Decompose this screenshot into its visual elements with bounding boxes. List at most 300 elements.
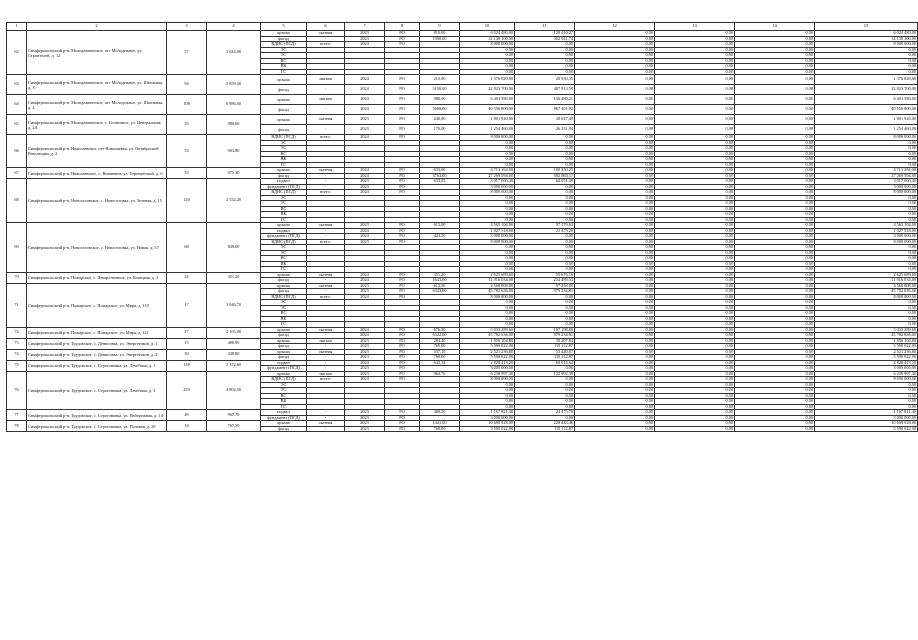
- value-cell: 0,00: [515, 294, 575, 300]
- value-cell: -: [307, 426, 345, 432]
- area-cell: 438,80: [207, 349, 261, 360]
- value-cell: 0,00: [515, 267, 575, 273]
- value-cell: 3 000 000,00: [815, 366, 918, 372]
- value-cell: 0,00: [575, 135, 655, 141]
- value-cell: 0,00: [735, 410, 815, 416]
- value-cell: 0,00: [515, 322, 575, 328]
- value-cell: 0,00: [575, 294, 655, 300]
- value-cell: 0,00: [735, 305, 815, 311]
- column-number-header: 11: [515, 23, 575, 31]
- value-cell: 0,00: [735, 245, 815, 251]
- value-cell: 0,00: [735, 388, 815, 394]
- value-cell: 0,00: [655, 151, 735, 157]
- work-type-cell: ТС: [261, 250, 307, 256]
- value-cell: 5 590 022,00: [815, 344, 918, 350]
- value-cell: 4 565 104,00: [815, 223, 918, 229]
- value-cell: 0,00: [735, 195, 815, 201]
- value-cell: 0,00: [655, 179, 735, 185]
- value-cell: 0,00: [655, 278, 735, 284]
- value-cell: 2023: [345, 223, 385, 229]
- work-type-cell: фасад: [261, 289, 307, 295]
- value-cell: 5 590 022,00: [815, 426, 918, 432]
- address-cell: Симферопольский р-н, Трудовское, с. Строгоновка, ул. Набережная, д. 1А: [27, 410, 167, 421]
- value-cell: 0,00: [815, 58, 918, 64]
- work-type-cell: ТС: [261, 146, 307, 152]
- value-cell: РО: [385, 272, 420, 278]
- value-cell: 0,00: [735, 404, 815, 410]
- value-cell: -: [307, 355, 345, 361]
- work-type-cell: фундамент (ПСД): [261, 415, 307, 421]
- value-cell: 3 000 000,00: [815, 184, 918, 190]
- value-cell: 0,00: [575, 261, 655, 267]
- value-cell: 3 017 060,40: [460, 179, 515, 185]
- value-cell: 0,00: [575, 105, 655, 115]
- value-cell: 38 047,49: [515, 115, 575, 125]
- residents-cell: 49: [167, 410, 207, 421]
- value-cell: 3 000 000,00: [460, 184, 515, 190]
- work-type-cell: фасад: [261, 105, 307, 115]
- value-cell: 0,00: [460, 245, 515, 251]
- work-type-cell: фасад: [261, 278, 307, 284]
- value-cell: 0,00: [460, 201, 515, 207]
- value-cell: 2023: [345, 410, 385, 416]
- value-cell: 0,00: [575, 162, 655, 168]
- value-cell: 0,00: [515, 42, 575, 48]
- value-cell: 0,00: [575, 53, 655, 59]
- value-cell: 0,00: [460, 404, 515, 410]
- row-number-cell: 71: [7, 283, 27, 327]
- value-cell: 0,00: [655, 58, 735, 64]
- value-cell: 228 443,46: [515, 421, 575, 427]
- value-cell: 0,00: [515, 69, 575, 75]
- value-cell: 0,00: [575, 305, 655, 311]
- area-cell: 849,00: [207, 223, 261, 273]
- table-row: [7, 75, 918, 85]
- value-cell: 0,00: [815, 162, 918, 168]
- value-cell: 2023: [345, 371, 385, 377]
- value-cell: 0,00: [575, 388, 655, 394]
- value-cell: РО: [385, 184, 420, 190]
- value-cell: 2024: [345, 105, 385, 115]
- column-number-header: 4: [207, 23, 261, 31]
- value-cell: 0,00: [815, 146, 918, 152]
- value-cell: 240,00: [420, 115, 460, 125]
- value-cell: 0,00: [515, 212, 575, 218]
- row-number-cell: 74: [7, 349, 27, 360]
- value-cell: 0,00: [575, 283, 655, 289]
- value-cell: РО: [385, 179, 420, 185]
- value-cell: 0,00: [815, 250, 918, 256]
- work-type-cell: фасад: [261, 85, 307, 95]
- value-cell: 0,00: [515, 415, 575, 421]
- value-cell: 0,00: [735, 135, 815, 141]
- work-type-cell: ГС: [261, 162, 307, 168]
- value-cell: 0,00: [735, 234, 815, 240]
- value-cell: 0,00: [655, 190, 735, 196]
- value-cell: 0,00: [735, 58, 815, 64]
- value-cell: 0,00: [735, 115, 815, 125]
- work-type-cell: ГС: [261, 217, 307, 223]
- value-cell: 979 234,81: [515, 289, 575, 295]
- value-cell: 4 568 808,00: [460, 283, 515, 289]
- value-cell: 980,00: [420, 95, 460, 105]
- value-cell: 2 625 689,60: [460, 272, 515, 278]
- value-cell: 0,00: [735, 415, 815, 421]
- residents-cell: 17: [167, 283, 207, 327]
- value-cell: 2024: [345, 294, 385, 300]
- work-type-cell: ВК: [261, 212, 307, 218]
- area-cell: 4 802,50: [207, 371, 261, 410]
- value-cell: РО: [385, 327, 420, 333]
- value-cell: 0,00: [575, 300, 655, 306]
- value-cell: скатная: [307, 115, 345, 125]
- residents-cell: 15: [167, 338, 207, 349]
- value-cell: 0,00: [815, 69, 918, 75]
- value-cell: 0,00: [460, 69, 515, 75]
- value-cell: РО: [385, 173, 420, 179]
- value-cell: 8 000 000,00: [815, 294, 918, 300]
- value-cell: 0,00: [515, 388, 575, 394]
- area-cell: 2 532,20: [207, 179, 261, 223]
- value-cell: 0,00: [735, 239, 815, 245]
- value-cell: 0,00: [575, 64, 655, 70]
- value-cell: 0,00: [460, 58, 515, 64]
- value-cell: 0,00: [815, 305, 918, 311]
- value-cell: -: [307, 366, 345, 372]
- value-cell: 0,00: [735, 201, 815, 207]
- value-cell: 1 801 920,00: [460, 115, 515, 125]
- residents-cell: 24: [167, 272, 207, 283]
- value-cell: 0,00: [735, 157, 815, 163]
- value-cell: 0,00: [515, 151, 575, 157]
- value-cell: 0,00: [575, 168, 655, 174]
- value-cell: всего:: [307, 135, 345, 141]
- column-number-header: 12: [575, 23, 655, 31]
- value-cell: 0,00: [460, 388, 515, 394]
- value-cell: 0,00: [655, 311, 735, 317]
- value-cell: 0,00: [515, 404, 575, 410]
- value-cell: РО: [385, 135, 420, 141]
- column-number-header: 3: [167, 23, 207, 31]
- value-cell: 0,00: [515, 261, 575, 267]
- value-cell: 0,00: [460, 206, 515, 212]
- work-type-cell: ВС: [261, 256, 307, 262]
- work-type-cell: ГС: [261, 69, 307, 75]
- value-cell: 0,00: [735, 250, 815, 256]
- residents-cell: 239: [167, 371, 207, 410]
- work-type-cell: ВДИС (ПСД): [261, 135, 307, 141]
- row-number-cell: 66: [7, 135, 27, 168]
- value-cell: 0,00: [515, 201, 575, 207]
- value-cell: 0,00: [815, 393, 918, 399]
- value-cell: 0,00: [655, 201, 735, 207]
- value-cell: 0,00: [655, 322, 735, 328]
- value-cell: 40 556 800,00: [815, 105, 918, 115]
- value-cell: 0,00: [655, 421, 735, 427]
- value-cell: РО: [385, 42, 420, 48]
- value-cell: 6 024 480,00: [460, 31, 515, 37]
- value-cell: РО: [385, 85, 420, 95]
- work-type-cell: фасад: [261, 344, 307, 350]
- area-cell: 1 046,70: [207, 283, 261, 327]
- value-cell: 0,00: [655, 261, 735, 267]
- value-cell: РО: [385, 125, 420, 135]
- value-cell: 0,00: [735, 338, 815, 344]
- value-cell: 6323,00: [420, 289, 460, 295]
- value-cell: 0,00: [460, 47, 515, 53]
- value-cell: 8 000 000,00: [815, 239, 918, 245]
- value-cell: 0,00: [515, 184, 575, 190]
- work-type-cell: ТС: [261, 305, 307, 311]
- address-cell: Симферопольский р-н, Новоселовское, с. Новоселовка, ул. Зеленая, д. 15: [27, 179, 167, 223]
- value-cell: 2024: [345, 377, 385, 383]
- value-cell: мягкая: [307, 371, 345, 377]
- value-cell: 964,70: [420, 371, 460, 377]
- value-cell: 3150,00: [420, 85, 460, 95]
- value-cell: мягкая: [307, 95, 345, 105]
- value-cell: 0,00: [575, 316, 655, 322]
- value-cell: 0,00: [655, 168, 735, 174]
- value-cell: 0,00: [815, 382, 918, 388]
- value-cell: 0,00: [655, 217, 735, 223]
- value-cell: 769,00: [420, 344, 460, 350]
- value-cell: 8 000 000,00: [460, 190, 515, 196]
- column-number-header: 5: [261, 23, 307, 31]
- column-number-header: 1: [7, 23, 27, 31]
- value-cell: РО: [385, 283, 420, 289]
- value-cell: 284,40: [420, 338, 460, 344]
- value-cell: 0,00: [575, 125, 655, 135]
- area-cell: 400,90: [207, 338, 261, 349]
- value-cell: -: [307, 105, 345, 115]
- value-cell: 2024: [345, 278, 385, 284]
- work-type-cell: ВДИС (ПСД): [261, 42, 307, 48]
- value-cell: РО: [385, 239, 420, 245]
- value-cell: 2024: [345, 42, 385, 48]
- value-cell: 14 138 100,00: [815, 36, 918, 42]
- value-cell: 2023: [345, 239, 385, 245]
- value-cell: 0,00: [735, 278, 815, 284]
- value-cell: 0,00: [460, 300, 515, 306]
- value-cell: 2023: [345, 115, 385, 125]
- value-cell: 0,00: [735, 349, 815, 355]
- work-type-cell: крыша: [261, 31, 307, 37]
- value-cell: 0,00: [735, 168, 815, 174]
- value-cell: 11 916 034,00: [460, 278, 515, 284]
- value-cell: 867 401,92: [515, 105, 575, 115]
- address-cell: Симферопольский р-н, Новоселовское, с. Новоселовка, ул. Новая, д. 57: [27, 223, 167, 273]
- value-cell: 0,00: [735, 289, 815, 295]
- value-cell: 0,00: [655, 184, 735, 190]
- residents-cell: 33: [167, 168, 207, 179]
- value-cell: 0,00: [575, 289, 655, 295]
- work-type-cell: фасад: [261, 426, 307, 432]
- row-number-cell: 70: [7, 272, 27, 283]
- value-cell: 2023: [345, 184, 385, 190]
- area-cell: 975,30: [207, 168, 261, 179]
- value-cell: 0,00: [735, 393, 815, 399]
- value-cell: 0,00: [575, 267, 655, 273]
- value-cell: 0,00: [515, 366, 575, 372]
- value-cell: РО: [385, 278, 420, 284]
- value-cell: 132 992,38: [515, 371, 575, 377]
- value-cell: 2023: [345, 125, 385, 135]
- work-type-cell: ГС: [261, 404, 307, 410]
- value-cell: 4 565 104,00: [460, 223, 515, 229]
- value-cell: 0,00: [735, 300, 815, 306]
- value-cell: 2024: [345, 360, 385, 366]
- value-cell: 0,00: [460, 382, 515, 388]
- value-cell: 0,00: [515, 58, 575, 64]
- value-cell: 0,00: [735, 333, 815, 339]
- value-cell: 6 238 997,40: [460, 371, 515, 377]
- value-cell: 0,00: [575, 228, 655, 234]
- value-cell: 0,00: [655, 300, 735, 306]
- address-cell: Симферопольский р-н, Трудовское, с. Денисовка, ул. Энергетиков, д. 1: [27, 338, 167, 349]
- value-cell: РО: [385, 371, 420, 377]
- value-cell: 2024: [345, 75, 385, 85]
- value-cell: всего:: [307, 190, 345, 196]
- value-cell: 0,00: [575, 377, 655, 383]
- value-cell: 0,00: [655, 426, 735, 432]
- value-cell: 0,00: [655, 316, 735, 322]
- residents-cell: 68: [167, 223, 207, 273]
- value-cell: 97 258,89: [515, 283, 575, 289]
- value-cell: 0,00: [575, 217, 655, 223]
- value-cell: 107 198,80: [515, 327, 575, 333]
- value-cell: 613,50: [420, 283, 460, 289]
- value-cell: 633,05: [420, 179, 460, 185]
- value-cell: скатная: [307, 31, 345, 37]
- value-cell: 0,00: [735, 322, 815, 328]
- value-cell: 0,00: [460, 267, 515, 273]
- work-type-cell: ВК: [261, 399, 307, 405]
- value-cell: 0,00: [515, 234, 575, 240]
- area-cell: 980,00: [207, 115, 261, 135]
- value-cell: -: [307, 278, 345, 284]
- value-cell: 0,00: [575, 366, 655, 372]
- value-cell: 0,00: [815, 311, 918, 317]
- value-cell: 0,00: [575, 212, 655, 218]
- column-number-header: 7: [345, 23, 385, 31]
- value-cell: РО: [385, 36, 420, 42]
- value-cell: 2024: [345, 190, 385, 196]
- value-cell: 0,00: [655, 404, 735, 410]
- value-cell: 0,00: [460, 256, 515, 262]
- value-cell: 2023: [345, 338, 385, 344]
- value-cell: РО: [385, 95, 420, 105]
- value-cell: 0,00: [515, 256, 575, 262]
- row-number-cell: 64: [7, 95, 27, 115]
- value-cell: 8 000 000,00: [460, 294, 515, 300]
- value-cell: скатная: [307, 327, 345, 333]
- value-cell: 0,00: [815, 217, 918, 223]
- value-cell: 0,00: [735, 105, 815, 115]
- value-cell: 979 234,81: [515, 333, 575, 339]
- value-cell: 613,00: [420, 223, 460, 229]
- value-cell: 0,00: [575, 206, 655, 212]
- value-cell: всего:: [307, 42, 345, 48]
- value-cell: 0,00: [515, 206, 575, 212]
- value-cell: РО: [385, 355, 420, 361]
- value-cell: 0,00: [815, 195, 918, 201]
- value-cell: РО: [385, 415, 420, 421]
- value-cell: 0,00: [515, 250, 575, 256]
- value-cell: 0,00: [515, 305, 575, 311]
- value-cell: 0,00: [575, 42, 655, 48]
- residents-cell: 138: [167, 360, 207, 371]
- value-cell: 1 254 460,00: [815, 125, 918, 135]
- value-cell: 0,00: [515, 245, 575, 251]
- value-cell: 1 167 821,40: [460, 410, 515, 416]
- value-cell: 0,00: [815, 256, 918, 262]
- value-cell: 0,00: [735, 272, 815, 278]
- value-cell: 0,00: [735, 316, 815, 322]
- area-cell: 3 644,00: [207, 31, 261, 75]
- work-type-cell: подвал: [261, 179, 307, 185]
- work-type-cell: крыша: [261, 95, 307, 105]
- value-cell: 97 179,63: [515, 223, 575, 229]
- value-cell: 1 167 821,40: [815, 410, 918, 416]
- value-cell: 0,00: [575, 360, 655, 366]
- value-cell: 0,00: [655, 360, 735, 366]
- value-cell: 2024: [345, 85, 385, 95]
- address-cell: Симферопольский р-н, Пожарское, с. Лекарственное, ул. Козацкая, д. 2: [27, 272, 167, 283]
- value-cell: скатная: [307, 223, 345, 229]
- address-cell: Симферопольский р-н, Трудовское, с. Денисовка, ул. Энергетиков, д. 2: [27, 349, 167, 360]
- value-cell: 0,00: [815, 151, 918, 157]
- value-cell: 14 138 100,00: [460, 36, 515, 42]
- value-cell: 3 000 000,00: [460, 366, 515, 372]
- value-cell: 6 024 480,00: [815, 31, 918, 37]
- value-cell: РО: [385, 289, 420, 295]
- value-cell: 0,00: [515, 146, 575, 152]
- column-number-header: 14: [735, 23, 815, 31]
- value-cell: 0,00: [735, 223, 815, 229]
- row-number-cell: 72: [7, 327, 27, 338]
- area-cell: 3 859,30: [207, 75, 261, 95]
- value-cell: РО: [385, 410, 420, 416]
- value-cell: 8 000 000,00: [815, 135, 918, 141]
- value-cell: 8 000 000,00: [460, 239, 515, 245]
- work-type-cell: крыша: [261, 338, 307, 344]
- value-cell: 2023: [345, 355, 385, 361]
- value-cell: 8 000 000,00: [815, 190, 918, 196]
- row-number-cell: 65: [7, 115, 27, 135]
- value-cell: 0,00: [575, 393, 655, 399]
- value-cell: 0,00: [575, 349, 655, 355]
- value-cell: 0,00: [460, 311, 515, 317]
- value-cell: 0,00: [735, 267, 815, 273]
- area-cell: 967,70: [207, 410, 261, 421]
- value-cell: 0,00: [575, 415, 655, 421]
- work-type-cell: ВДИС (ПСД): [261, 294, 307, 300]
- value-cell: РО: [385, 75, 420, 85]
- value-cell: 254 489,53: [515, 278, 575, 284]
- value-cell: 1 027 518,00: [815, 228, 918, 234]
- value-cell: 0,00: [515, 399, 575, 405]
- value-cell: 0,00: [655, 85, 735, 95]
- value-cell: 0,00: [515, 300, 575, 306]
- value-cell: 28 930,35: [515, 75, 575, 85]
- row-number-cell: 68: [7, 179, 27, 223]
- address-cell: Симферопольский р-н, Молодежненское, пгт Молодежное, ул. Школьная, д. 4: [27, 95, 167, 115]
- value-cell: 136 480,21: [515, 95, 575, 105]
- value-cell: РО: [385, 421, 420, 427]
- work-type-cell: ВДИС (ПСД): [261, 190, 307, 196]
- value-cell: 100 350,25: [515, 168, 575, 174]
- row-number-cell: 67: [7, 168, 27, 179]
